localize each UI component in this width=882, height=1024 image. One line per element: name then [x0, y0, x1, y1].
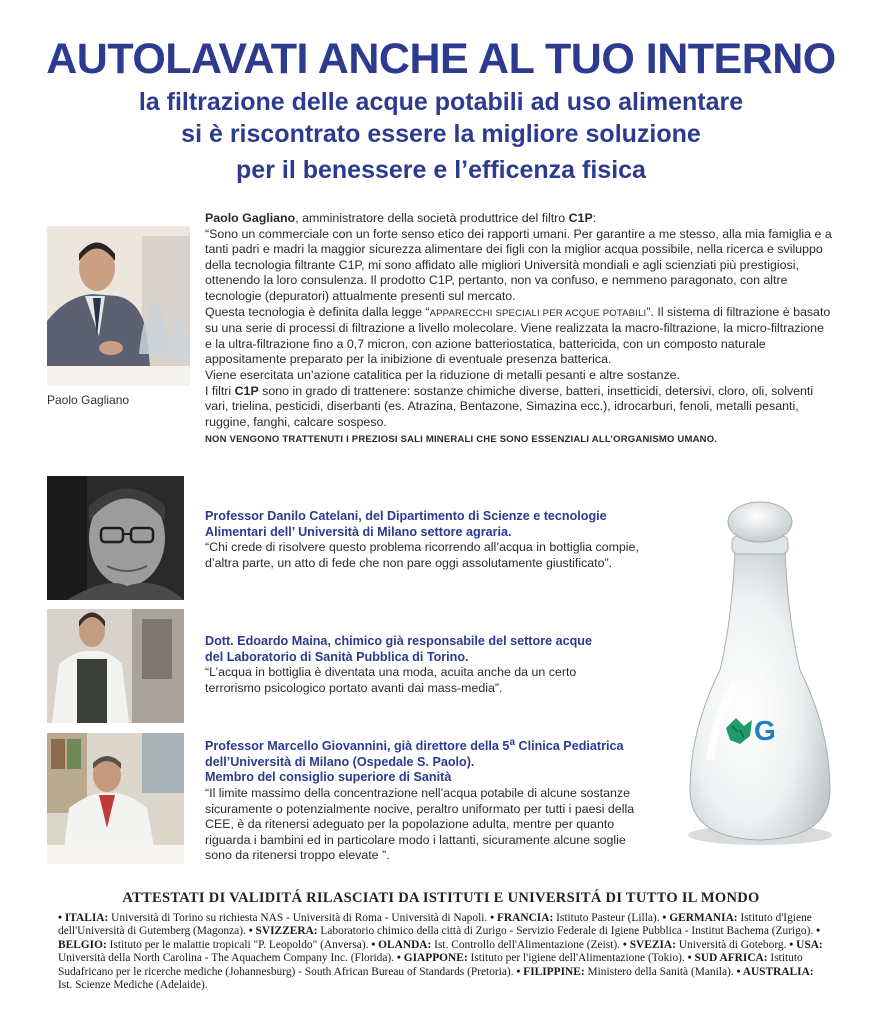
- attestation-country: AUSTRALIA:: [742, 965, 814, 978]
- attestation-country: USA:: [796, 938, 823, 951]
- gagliano-statement: [205, 211, 833, 448]
- maina-heading-2: del Laboratorio di Sanità Pubblica di Torino.: [205, 649, 469, 664]
- attestation-country: SUD AFRICA:: [694, 952, 768, 965]
- bottle-logo-letter: G: [754, 715, 776, 746]
- maina-statement: [205, 634, 635, 696]
- attestation-country: ITALIA:: [64, 912, 109, 924]
- attestations-list: [58, 912, 828, 992]
- attestation-text: Ist. Scienze Mediche (Adelaide).: [58, 979, 208, 992]
- attestation-text: Istituto Sudafricano per le ricerche mediche (Johannesburg) - South African Bureau of Standards (Pretoria).: [58, 952, 803, 978]
- giovannini-heading-2: dell’Università di Milano (Ospedale S. Paolo).: [205, 754, 475, 769]
- giovannini-statement: [205, 735, 645, 864]
- bullet-icon: •: [786, 938, 797, 951]
- attestation-entry: [58, 912, 487, 924]
- giovannini-heading-3: Membro del consiglio superiore di Sanità: [205, 770, 452, 785]
- bullet-icon: •: [620, 938, 630, 951]
- photo-caption-gagliano: Paolo Gagliano: [47, 393, 130, 407]
- attestation-text: Istituto per l'igiene dell'Alimentazione (Tokio).: [467, 952, 685, 965]
- portrait-gagliano-image: [47, 226, 190, 386]
- attestation-text: Università della North Carolina - The Aquachem Company Inc. (Florida).: [58, 952, 395, 965]
- portrait-catelani-image: [47, 476, 184, 600]
- bullet-icon: •: [733, 965, 743, 978]
- bullet-icon: •: [684, 952, 695, 965]
- portrait-giovannini-image: [47, 733, 184, 864]
- photo-gagliano: [47, 226, 190, 386]
- gagliano-paragraph-2-caps: APPARECCHI SPECIALI PER ACQUE POTABILI: [429, 307, 647, 319]
- gagliano-paragraph-4-a: I filtri: [205, 383, 235, 398]
- gagliano-note: NON VENGONO TRATTENUTI I PREZIOSI SALI MINERALI CHE SONO ESSENZIALI ALL’ORGANISMO UMANO.: [205, 434, 718, 446]
- maina-heading-1: Dott. Edoardo Maina, chimico già responsabile del settore acque: [205, 634, 592, 648]
- subtitle-line-2: si è riscontrato essere la migliore soluzione: [181, 120, 701, 148]
- attestation-country: FILIPPINE:: [523, 965, 585, 978]
- gagliano-paragraph-4-b: sono in grado di trattenere: sostanze chimiche diverse, batteri, insetticidi, detersivi, cloro, oli, solventi vari, trielina, pesticidi, diserbanti (es. Atrazina, Bentazone, Simazina ecc.), idrocarburi, fenoli, metalli pesanti, ruggine, fanghi, calcare sospeso.: [205, 383, 814, 429]
- filter-bottle-illustration: [680, 500, 840, 855]
- bullet-icon: •: [487, 912, 497, 924]
- bullet-icon: •: [813, 925, 821, 938]
- attestation-text: Istituto per le malattie tropicali "P. Leopoldo" (Anversa).: [106, 938, 369, 951]
- attestation-text: Università di Torino su richiesta NAS - Università di Roma - Università di Napoli.: [108, 912, 488, 924]
- catelani-heading-2: Alimentari dell’ Università di Milano settore agraria.: [205, 524, 512, 539]
- catelani-statement: [205, 509, 645, 571]
- subtitle-line-1: la filtrazione delle acque potabili ad uso alimentare: [138, 88, 744, 116]
- bullet-icon: •: [368, 938, 379, 951]
- gagliano-paragraph-2-a: Questa tecnologia è definita dalla legge “: [205, 304, 430, 319]
- bullet-icon: •: [245, 925, 256, 938]
- gagliano-paragraph-2-b: ”. Il sistema di filtrazione è basato su una serie di processi di filtrazione a livello molecolare. Viene realizzata la macro-filtrazione, la micro-filtrazione e la ultra-filtrazione fino a 0,7 micron, con azione batteriostatica, battericida, con un composto naturale appositamente preparato per la inibizione di eventuale presenza batterica.: [205, 304, 831, 367]
- attestation-entry: [246, 925, 813, 937]
- maina-quote: “L’acqua in bottiglia è diventata una moda, acuita anche da un certo terrorismo psicologico portato avanti dai mass-media”.: [205, 665, 577, 695]
- gagliano-brand: C1P: [568, 211, 593, 225]
- photo-maina: [47, 609, 184, 723]
- giovannini-heading-sup: a: [509, 737, 515, 748]
- attestation-country: OLANDA:: [378, 938, 432, 951]
- attestation-country: FRANCIA:: [496, 912, 554, 924]
- attestation-text: Laboratorio chimico della città di Zurigo - Servizio Federale di Igiene Pubblica - Institut Bachema (Zurigo).: [317, 925, 814, 938]
- attestation-country: BELGIO:: [58, 938, 107, 951]
- portrait-maina-image: [47, 609, 184, 723]
- subtitle-line-3: per il benessere e l’efficenza fisica: [236, 156, 646, 184]
- attestation-entry: [487, 912, 659, 924]
- attestation-entry: [620, 939, 786, 951]
- gagliano-paragraph-3: Viene esercitata un’azione catalitica per la riduzione di metalli pesanti e altre sostanze.: [205, 367, 681, 382]
- catelani-heading-1: Professor Danilo Catelani, del Dipartimento di Scienze e tecnologie: [205, 509, 607, 523]
- attestation-country: GIAPPONE:: [403, 952, 468, 965]
- attestation-country: SVEZIA:: [629, 938, 676, 951]
- bullet-icon: •: [513, 965, 524, 978]
- page-title: AUTOLAVATI ANCHE AL TUO INTERNO: [46, 35, 836, 83]
- bullet-icon: •: [659, 912, 670, 924]
- attestation-country: GERMANIA:: [669, 912, 738, 924]
- bottle-svg: [680, 500, 840, 850]
- gagliano-colon: :: [592, 211, 597, 225]
- attestations-title: ATTESTATI DI VALIDITÁ RILASCIATI DA ISTITUTI E UNIVERSITÁ DI TUTTO IL MONDO: [122, 890, 760, 906]
- giovannini-heading-a: Professor Marcello Giovannini, già direttore della 5: [205, 739, 510, 754]
- gagliano-paragraph-4-brand: C1P: [234, 383, 259, 398]
- attestation-entry: [368, 939, 620, 951]
- gagliano-name: Paolo Gagliano: [205, 211, 296, 225]
- photo-giovannini: [47, 733, 184, 864]
- attestation-text: Ministero della Sanità (Manila).: [584, 965, 734, 978]
- bullet-icon: •: [394, 952, 404, 965]
- attestation-text: Università di Goteborg.: [675, 938, 787, 951]
- giovannini-heading-b: Clinica Pediatrica: [515, 739, 624, 754]
- attestation-text: Istituto d'Igiene dell'Università di Gutemberg (Magonza).: [58, 912, 812, 938]
- bullet-icon: •: [58, 912, 65, 924]
- gagliano-paragraph-1: “Sono un commerciale con un forte senso etico dei rapporti umani. Per garantire a me stesso, alla mia famiglia e a tanti padri e madri la maggior sicurezza alimentare dei figli con la miglior acqua possibile, nella ricerca e sviluppo della tecnologia filtrante C1P, mi sono affidato alle migliori Università mondiali e agli scienziati più prestigiosi, ottenendo la loro consulenza. Il prodotto C1P, pertanto, non va confuso, e nemmeno paragonato, con altre tecnologie (depuratori) attualmente presenti sul mercato.: [205, 226, 832, 303]
- attestation-text: Istituto Pasteur (Lilla).: [553, 912, 660, 924]
- attestation-entry: [394, 952, 685, 964]
- gagliano-role: , amministratore della società produttrice del filtro: [295, 211, 569, 225]
- photo-catelani: [47, 476, 184, 600]
- attestation-text: Ist. Controllo dell'Alimentazione (Zeist).: [431, 938, 621, 951]
- giovannini-quote: “Il limite massimo della concentrazione nell’acqua potabile di alcune sostanze sicuramente o potenzialmente nocive, peraltro uniformato per tutti i paesi della CEE, è da ritenersi adeguato per la popolazione adulta, mentre per quanto riguarda i bambini ed in particolare modo i lattanti, sicuramente alcune soglie sono da ritenersi troppo elevate ”.: [205, 785, 635, 863]
- attestation-country: SVIZZERA:: [255, 925, 318, 938]
- catelani-quote: “Chi crede di risolvere questo problema ricorrendo all’acqua in bottiglia compie, d’altra parte, un atto di fede che non pare oggi assolutamente giustificato”.: [205, 540, 639, 570]
- attestation-entry: [514, 966, 734, 978]
